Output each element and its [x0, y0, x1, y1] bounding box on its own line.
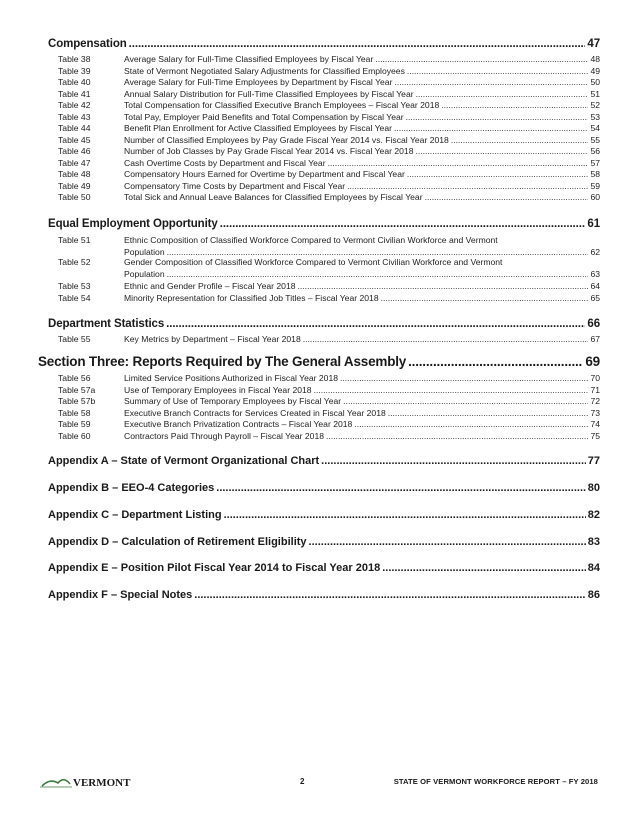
- table-number: Table 60: [58, 430, 91, 441]
- toc-appendix-c[interactable]: [48, 509, 600, 521]
- appendix-title: Appendix D – Calculation of Retirement Eligibility: [48, 536, 307, 548]
- table-title: Limited Service Positions Authorized in Fiscal Year 2018: [124, 373, 339, 383]
- table-number: Table 39: [58, 65, 91, 76]
- leader-dots: [220, 218, 586, 230]
- table-title-line2: Population: [124, 269, 165, 279]
- leader-dots: [129, 38, 586, 50]
- table-page: 72: [590, 396, 600, 406]
- table-page: 62: [590, 247, 600, 257]
- table-title: Minority Representation for Classified Job Titles – Fiscal Year 2018: [124, 292, 379, 303]
- table-number: Table 59: [58, 419, 91, 429]
- toc-table-entry[interactable]: [58, 385, 600, 395]
- toc-table-entry[interactable]: [58, 146, 600, 156]
- toc-table-entry[interactable]: [58, 373, 600, 383]
- table-page: 70: [590, 373, 600, 383]
- section-title: Compensation: [48, 38, 127, 50]
- table-number: Table 56: [58, 373, 91, 383]
- table-number: Table 57a: [58, 384, 96, 395]
- toc-table-entry[interactable]: [58, 396, 600, 406]
- table-page: 59: [590, 180, 600, 191]
- table-title: Contractors Paid Through Payroll – Fiscal Year 2018: [124, 430, 324, 441]
- table-page: 53: [590, 111, 600, 122]
- table-page: 64: [590, 281, 600, 291]
- section-title: Section Three: Reports Required by The General Assembly: [38, 354, 407, 369]
- appendix-page: 83: [587, 536, 600, 548]
- appendix-page: 77: [587, 455, 600, 467]
- section-page: 66: [587, 318, 600, 330]
- table-title: Total Pay, Employer Paid Benefits and Total Compensation by Fiscal Year: [124, 111, 404, 122]
- toc-table-entry[interactable]: [58, 192, 600, 202]
- appendix-title: Appendix A – State of Vermont Organizational Chart: [48, 455, 320, 467]
- logo-text: VERMONT: [73, 777, 131, 789]
- report-title: STATE OF VERMONT WORKFORCE REPORT – FY 2018: [393, 777, 598, 786]
- table-title-line1: Gender Composition of Classified Workforce Compared to Vermont Civilian Workforce and Vermont: [124, 257, 503, 267]
- table-page: 56: [590, 146, 600, 156]
- table-number: Table 47: [58, 157, 91, 168]
- toc-appendix-e[interactable]: [48, 562, 600, 574]
- toc-table-entry[interactable]: [58, 334, 600, 344]
- table-number: Table 42: [58, 100, 91, 110]
- table-page: 52: [590, 100, 600, 110]
- page-number: 2: [300, 777, 305, 786]
- table-number: Table 44: [58, 123, 91, 133]
- table-title: Ethnic and Gender Profile – Fiscal Year 2018: [124, 281, 296, 291]
- table-number: Table 41: [58, 88, 91, 99]
- table-page: 49: [590, 65, 600, 76]
- appendix-page: 86: [587, 589, 600, 601]
- appendix-page: 80: [587, 482, 600, 494]
- table-number: Table 55: [58, 334, 91, 344]
- table-title: Total Compensation for Classified Executive Branch Employees – Fiscal Year 2018: [124, 100, 440, 110]
- table-page: 67: [590, 334, 600, 344]
- table-number: Table 50: [58, 192, 91, 202]
- table-title: Executive Branch Privatization Contracts – Fiscal Year 2018: [124, 419, 353, 429]
- table-number: Table 43: [58, 111, 91, 122]
- table-title: Number of Classified Employees by Pay Grade Fiscal Year 2014 vs. Fiscal Year 2018: [124, 134, 449, 145]
- toc-table-entry[interactable]: [58, 112, 600, 122]
- table-title: Average Salary for Full-Time Classified Employees by Fiscal Year: [124, 54, 374, 64]
- section-title: Department Statistics: [48, 318, 165, 330]
- table-page: 58: [590, 169, 600, 179]
- table-number: Table 48: [58, 169, 91, 179]
- toc-appendix-a[interactable]: [48, 455, 600, 467]
- table-title: Executive Branch Contracts for Services Created in Fiscal Year 2018: [124, 407, 386, 418]
- table-page: 60: [590, 192, 600, 202]
- table-number: Table 38: [58, 54, 91, 64]
- toc-appendix-f[interactable]: [48, 589, 600, 601]
- toc-table-entry[interactable]: [58, 293, 600, 303]
- table-number: Table 52: [58, 257, 91, 267]
- toc-table-entry[interactable]: [58, 100, 600, 110]
- table-page: 71: [590, 384, 600, 395]
- toc-table-entry[interactable]: [58, 281, 600, 291]
- toc-table-entry[interactable]: [58, 431, 600, 441]
- table-page: 51: [590, 88, 600, 99]
- toc-table-entry[interactable]: [58, 135, 600, 145]
- toc-section-three[interactable]: [38, 354, 600, 369]
- appendix-title: Appendix F – Special Notes: [48, 589, 193, 601]
- leader-dots: [408, 354, 583, 369]
- table-title: Compensatory Time Costs by Department and Fiscal Year: [124, 180, 346, 191]
- table-number: Table 51: [58, 235, 91, 245]
- section-title: Equal Employment Opportunity: [48, 218, 218, 230]
- table-title: Cash Overtime Costs by Department and Fiscal Year: [124, 157, 326, 168]
- toc-table-entry[interactable]: [58, 169, 600, 179]
- section-page: 61: [587, 218, 600, 230]
- table-page: 74: [590, 419, 600, 429]
- table-page: 55: [590, 134, 600, 145]
- page-footer: [0, 770, 638, 794]
- toc-table-entry[interactable]: [58, 158, 600, 168]
- toc-section-department-statistics[interactable]: [48, 318, 600, 330]
- table-title: Compensatory Hours Earned for Overtime by Department and Fiscal Year: [124, 169, 405, 179]
- table-title: Annual Salary Distribution for Full-Time Classified Employees by Fiscal Year: [124, 88, 414, 99]
- table-title: Number of Job Classes by Pay Grade Fiscal Year 2014 vs. Fiscal Year 2018: [124, 146, 414, 156]
- toc-table-entry[interactable]: [58, 235, 600, 257]
- toc-section-compensation[interactable]: [48, 38, 600, 50]
- table-page: 50: [590, 77, 600, 87]
- section-page: 47: [587, 38, 600, 50]
- table-title: Summary of Use of Temporary Employees by Fiscal Year: [124, 396, 342, 406]
- table-page: 75: [590, 430, 600, 441]
- toc-table-entry[interactable]: [58, 77, 600, 87]
- table-number: Table 54: [58, 292, 91, 303]
- table-page: 57: [590, 157, 600, 168]
- toc-table-entry[interactable]: [58, 66, 600, 76]
- toc-table-entry[interactable]: [58, 181, 600, 191]
- table-page: 73: [590, 407, 600, 418]
- toc-appendix-b[interactable]: [48, 482, 600, 494]
- toc-table-entry[interactable]: [58, 89, 600, 99]
- table-page: 54: [590, 123, 600, 133]
- appendix-page: 84: [587, 562, 600, 574]
- table-number: Table 40: [58, 77, 91, 87]
- table-title: Benefit Plan Enrollment for Active Classified Employees by Fiscal Year: [124, 123, 392, 133]
- vermont-mountain-icon: [40, 770, 132, 792]
- table-number: Table 57b: [58, 396, 96, 406]
- vermont-logo: [40, 770, 132, 792]
- table-title-line1: Ethnic Composition of Classified Workforce Compared to Vermont Civilian Workforce and Vermont: [124, 235, 498, 245]
- table-title: Total Sick and Annual Leave Balances for Classified Employees by Fiscal Year: [124, 192, 423, 202]
- table-title: Key Metrics by Department – Fiscal Year 2018: [124, 334, 301, 344]
- toc-appendix-d[interactable]: [48, 536, 600, 548]
- table-title: Average Salary for Full-Time Employees by Department by Fiscal Year: [124, 77, 393, 87]
- table-number: Table 58: [58, 407, 91, 418]
- appendix-title: Appendix E – Position Pilot Fiscal Year 2014 to Fiscal Year 2018: [48, 562, 381, 574]
- appendix-title: Appendix C – Department Listing: [48, 509, 222, 521]
- toc-table-entry[interactable]: [58, 419, 600, 429]
- section-page: 69: [585, 354, 600, 369]
- table-number: Table 53: [58, 281, 91, 291]
- table-page: 63: [590, 269, 600, 279]
- toc-table-entry[interactable]: [58, 123, 600, 133]
- toc-table-entry[interactable]: [58, 408, 600, 418]
- table-page: 48: [590, 54, 600, 64]
- toc-table-entry[interactable]: [58, 257, 600, 279]
- toc-section-equal-employment[interactable]: [48, 218, 600, 230]
- appendix-title: Appendix B – EEO-4 Categories: [48, 482, 215, 494]
- appendix-page: 82: [587, 509, 600, 521]
- table-number: Table 45: [58, 134, 91, 145]
- table-number: Table 49: [58, 180, 91, 191]
- toc-table-entry[interactable]: [58, 54, 600, 64]
- table-title-line2: Population: [124, 247, 165, 257]
- table-page: 65: [590, 292, 600, 303]
- table-title: State of Vermont Negotiated Salary Adjustments for Classified Employees: [124, 65, 405, 76]
- leader-dots: [166, 318, 585, 330]
- table-title: Use of Temporary Employees in Fiscal Year 2018: [124, 384, 312, 395]
- table-number: Table 46: [58, 146, 91, 156]
